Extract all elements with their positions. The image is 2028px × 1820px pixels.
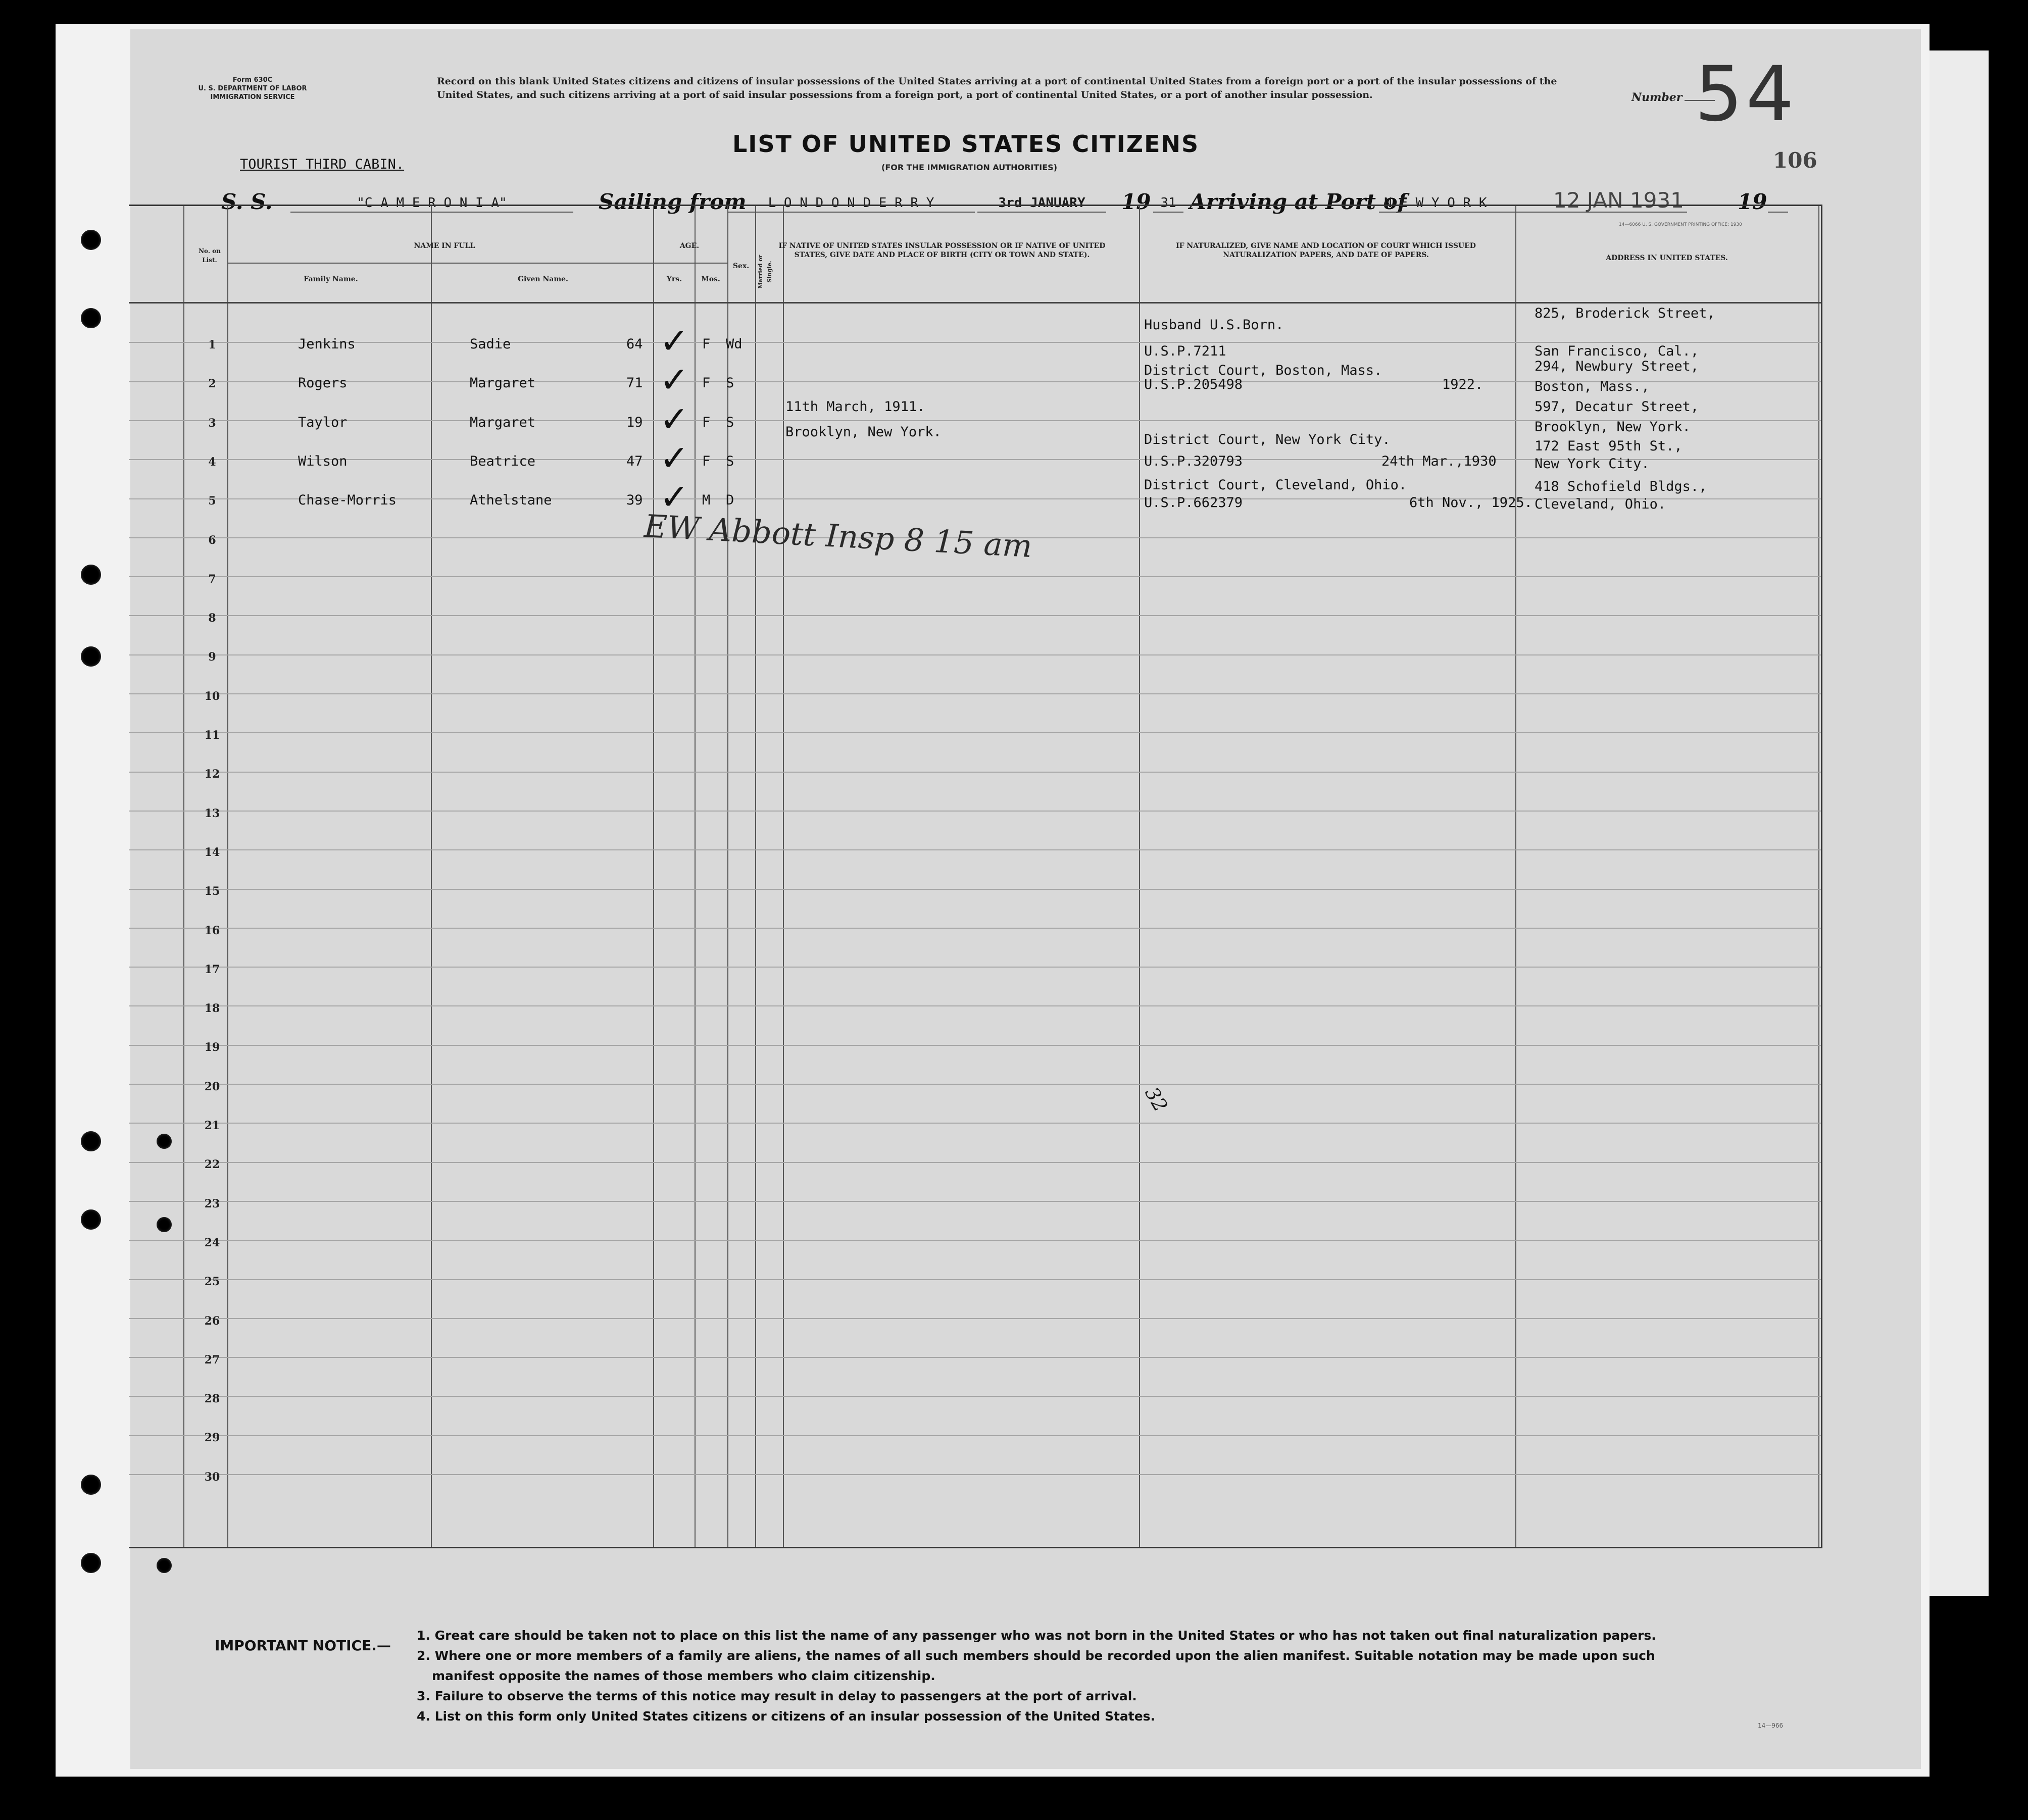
naturalization-papers: U.S.P.7211 xyxy=(1144,343,1226,359)
passenger-given-name: Beatrice xyxy=(470,453,536,469)
row-number: 28 xyxy=(204,1392,220,1406)
department-name: U. S. DEPARTMENT OF LABOR xyxy=(198,85,307,92)
check-mark: ✓ xyxy=(662,355,686,402)
punch-hole xyxy=(81,565,101,585)
passenger-marital-status: S xyxy=(726,375,734,391)
row-number: 24 xyxy=(204,1236,220,1249)
passenger-marital-status: D xyxy=(726,492,734,509)
row-number: 3 xyxy=(208,416,216,430)
page-subtitle: (FOR THE IMMIGRATION AUTHORITIES) xyxy=(881,163,1058,172)
row-number: 14 xyxy=(204,845,220,859)
row-number: 9 xyxy=(208,650,216,664)
row-line xyxy=(129,772,1821,773)
row-number: 6 xyxy=(208,533,216,547)
passenger-family-name: Taylor xyxy=(298,414,348,430)
notice-item-1: 1. Great care should be taken not to place on this list the name of any passenger who was not born in the United States or who has not taken out final naturalization papers. xyxy=(417,1628,1656,1643)
passenger-age: 71 xyxy=(626,375,643,391)
sailing-label: Sailing from xyxy=(599,189,747,214)
address-line: Cleveland, Ohio. xyxy=(1535,496,1666,512)
column-divider xyxy=(1515,206,1516,1547)
row-number: 11 xyxy=(204,729,220,742)
row-line xyxy=(129,1435,1821,1436)
form-header xyxy=(152,76,354,102)
page-code: 106 xyxy=(1773,148,1817,173)
cabin-class: TOURIST THIRD CABIN. xyxy=(240,157,405,172)
row-number: 19 xyxy=(204,1041,220,1054)
year-prefix: 19 xyxy=(1121,189,1151,214)
passenger-sex: F xyxy=(702,336,711,352)
row-line xyxy=(129,928,1821,929)
row-line xyxy=(129,732,1821,733)
column-divider xyxy=(431,206,432,1547)
passenger-age: 39 xyxy=(626,492,643,509)
row-line xyxy=(129,889,1821,890)
ship-name: "C A M E R O N I A" xyxy=(290,194,573,213)
col-head-marital: Married or Single. xyxy=(757,255,773,289)
passenger-marital-status: S xyxy=(726,453,734,469)
row-line xyxy=(129,1279,1821,1280)
punch-hole xyxy=(81,1475,101,1495)
passenger-family-name: Jenkins xyxy=(298,336,356,352)
row-line xyxy=(129,1357,1821,1358)
column-divider xyxy=(695,206,696,1547)
notice-item-4: 4. List on this form only United States citizens or citizens of an insular possession of the United States. xyxy=(417,1709,1156,1724)
passenger-family-name: Chase-Morris xyxy=(298,492,397,509)
address-line: 825, Broderick Street, xyxy=(1535,306,1715,321)
passenger-sex: F xyxy=(702,453,711,469)
service-name: IMMIGRATION SERVICE xyxy=(210,93,295,101)
row-line xyxy=(129,1162,1821,1163)
header-divider xyxy=(129,302,1821,304)
list-number: 54 xyxy=(1695,50,1797,138)
row-line xyxy=(129,342,1821,343)
departure-port: L O N D O N D E R R Y xyxy=(727,194,975,213)
col-head-native: IF NATIVE OF UNITED STATES INSULAR POSSESSION OR IF NATIVE OF UNITED STATES, GIVE DATE AND PLACE OF BIRTH (CITY OR TOWN AND STATE). xyxy=(778,242,1106,259)
notice-heading: IMPORTANT NOTICE.— xyxy=(215,1637,391,1654)
page-title: LIST OF UNITED STATES CITIZENS xyxy=(732,130,1200,158)
naturalization-papers: U.S.P.320793 xyxy=(1144,453,1243,469)
passenger-sex: F xyxy=(702,375,711,391)
col-head-years: Yrs. xyxy=(666,275,682,283)
birth-place: Brooklyn, New York. xyxy=(785,424,942,440)
row-line xyxy=(129,967,1821,968)
naturalization-court: District Court, Boston, Mass. xyxy=(1144,363,1382,378)
column-divider xyxy=(1139,206,1140,1547)
row-number: 7 xyxy=(208,572,216,586)
col-head-months: Mos. xyxy=(701,275,720,283)
column-divider xyxy=(653,206,654,1547)
row-number: 1 xyxy=(208,338,216,351)
row-number: 21 xyxy=(204,1119,220,1132)
column-divider xyxy=(783,206,784,1547)
col-head-name: NAME IN FULL xyxy=(414,242,475,250)
passenger-age: 64 xyxy=(626,336,643,352)
row-number: 12 xyxy=(204,768,220,781)
passenger-given-name: Margaret xyxy=(470,414,536,430)
col-head-no: No. on List. xyxy=(199,247,221,264)
address-line: Brooklyn, New York. xyxy=(1535,419,1691,435)
col-head-address: ADDRESS IN UNITED STATES. xyxy=(1606,254,1728,262)
check-mark: ✓ xyxy=(662,316,686,363)
year-prefix-2: 19 xyxy=(1738,189,1767,214)
punch-hole xyxy=(157,1558,172,1573)
row-number: 10 xyxy=(204,689,220,703)
passenger-sex: F xyxy=(702,414,711,430)
naturalization-court: Husband U.S.Born. xyxy=(1144,317,1284,333)
passenger-marital-status: Wd xyxy=(726,336,743,352)
passenger-family-name: Wilson xyxy=(298,453,348,469)
arriving-label: Arriving at Port of xyxy=(1190,189,1407,214)
age-subdivider xyxy=(653,263,727,264)
row-number: 15 xyxy=(204,885,220,898)
sailing-date: 3rd JANUARY xyxy=(977,194,1106,213)
margin-mark: 32 xyxy=(1141,1083,1172,1116)
row-line xyxy=(129,1045,1821,1046)
row-line xyxy=(129,1123,1821,1124)
passenger-age: 19 xyxy=(626,414,643,430)
col-head-family: Family Name. xyxy=(304,275,358,283)
birth-date: 11th March, 1911. xyxy=(785,399,925,415)
row-number: 27 xyxy=(204,1353,220,1367)
naturalization-papers: U.S.P.205498 xyxy=(1144,377,1243,392)
inspector-signature: EW Abbott Insp 8 15 am xyxy=(643,507,1033,565)
column-divider xyxy=(183,206,184,1547)
row-number: 5 xyxy=(208,494,216,508)
arrival-port: N E W Y O R K xyxy=(1379,194,1687,213)
col-head-naturalized: IF NATURALIZED, GIVE NAME AND LOCATION OF COURT WHICH ISSUED NATURALIZATION PAPERS, AND DATE OF PAPERS. xyxy=(1176,242,1476,259)
notice-item-3: 3. Failure to observe the terms of this notice may result in delay to passengers at the port of arrival. xyxy=(417,1689,1137,1703)
row-line xyxy=(129,693,1821,694)
passenger-given-name: Sadie xyxy=(470,336,511,352)
ss-label: S. S. xyxy=(221,189,273,214)
naturalization-date: 24th Mar.,1930 xyxy=(1381,453,1497,469)
row-number: 20 xyxy=(204,1080,220,1093)
passenger-age: 47 xyxy=(626,453,643,469)
address-line: 597, Decatur Street, xyxy=(1535,399,1699,415)
row-number: 23 xyxy=(204,1197,220,1210)
row-number: 4 xyxy=(208,455,216,469)
address-line: 294, Newbury Street, xyxy=(1535,359,1699,374)
sailing-year: 31 xyxy=(1153,194,1183,213)
punch-hole xyxy=(81,1131,101,1151)
number-label: Number xyxy=(1631,91,1683,104)
column-divider xyxy=(1818,206,1819,1547)
punch-hole xyxy=(81,1553,101,1573)
row-number: 22 xyxy=(204,1158,220,1172)
row-number: 17 xyxy=(204,963,220,976)
notice-item-2: 2. Where one or more members of a family are aliens, the names of all such members should be recorded upon the alien manifest. Suitable notation may be made upon such xyxy=(417,1648,1655,1663)
passenger-given-name: Athelstane xyxy=(470,492,552,509)
naturalization-date: 1922. xyxy=(1442,377,1483,392)
form-number: Form 630C xyxy=(232,76,273,84)
notice-item-2b: manifest opposite the names of those members who claim citizenship. xyxy=(432,1669,935,1683)
col-head-given: Given Name. xyxy=(518,275,568,283)
row-line xyxy=(129,1005,1821,1006)
column-divider xyxy=(727,206,728,1547)
row-line xyxy=(129,1201,1821,1202)
punch-hole xyxy=(81,1209,101,1230)
check-mark: ✓ xyxy=(662,472,686,520)
row-number: 26 xyxy=(204,1314,220,1328)
naturalization-papers: U.S.P.662379 xyxy=(1144,495,1243,511)
row-line xyxy=(129,1084,1821,1085)
passenger-sex: M xyxy=(702,492,711,509)
row-line xyxy=(129,1240,1821,1241)
check-mark: ✓ xyxy=(662,394,686,441)
col-head-sex: Sex. xyxy=(732,262,750,270)
address-line: San Francisco, Cal., xyxy=(1535,343,1699,359)
row-line xyxy=(129,1474,1821,1475)
passenger-given-name: Margaret xyxy=(470,375,536,391)
arrival-date-stamp: 12 JAN 1931 xyxy=(1553,188,1684,213)
address-line: New York City. xyxy=(1535,456,1650,472)
column-divider xyxy=(755,206,756,1547)
address-line: 418 Schofield Bldgs., xyxy=(1535,479,1707,494)
row-number: 29 xyxy=(204,1431,220,1445)
row-line xyxy=(129,576,1821,577)
row-number: 13 xyxy=(204,806,220,820)
address-line: 172 East 95th St., xyxy=(1535,438,1683,454)
row-number: 18 xyxy=(204,1002,220,1016)
punch-hole xyxy=(81,230,101,250)
naturalization-court: District Court, New York City. xyxy=(1144,432,1391,447)
address-line: Boston, Mass., xyxy=(1535,379,1650,394)
row-number: 16 xyxy=(204,924,220,937)
punch-hole xyxy=(81,308,101,328)
column-divider xyxy=(227,206,228,1547)
passenger-marital-status: S xyxy=(726,414,734,430)
row-number: 25 xyxy=(204,1275,220,1289)
col-head-age: AGE. xyxy=(679,242,700,250)
check-mark: ✓ xyxy=(662,433,686,480)
passenger-family-name: Rogers xyxy=(298,375,348,391)
bottom-code: 14—966 xyxy=(1758,1722,1784,1729)
naturalization-court: District Court, Cleveland, Ohio. xyxy=(1144,477,1407,493)
row-line xyxy=(129,849,1821,850)
row-line xyxy=(129,654,1821,655)
punch-hole xyxy=(81,646,101,667)
name-subdivider xyxy=(227,263,653,264)
row-line xyxy=(129,1396,1821,1397)
form-instruction: Record on this blank United States citizens and citizens of insular possessions of the United States arriving at a port of continental United States from a foreign port or a port of the insular possessions of the United States, and such citizens arriving at a port of said insular possessions from a foreign port, a port of continental United States, or a port of another insular possession. xyxy=(437,76,1557,100)
print-line: 14—6066 U. S. GOVERNMENT PRINTING OFFICE: 1930 xyxy=(1619,222,1742,227)
row-number: 2 xyxy=(208,377,216,391)
row-number: 30 xyxy=(204,1470,220,1484)
row-line xyxy=(129,1318,1821,1319)
row-line xyxy=(129,811,1821,812)
row-line xyxy=(129,615,1821,616)
row-number: 8 xyxy=(208,612,216,625)
naturalization-date: 6th Nov., 1925. xyxy=(1409,495,1532,511)
